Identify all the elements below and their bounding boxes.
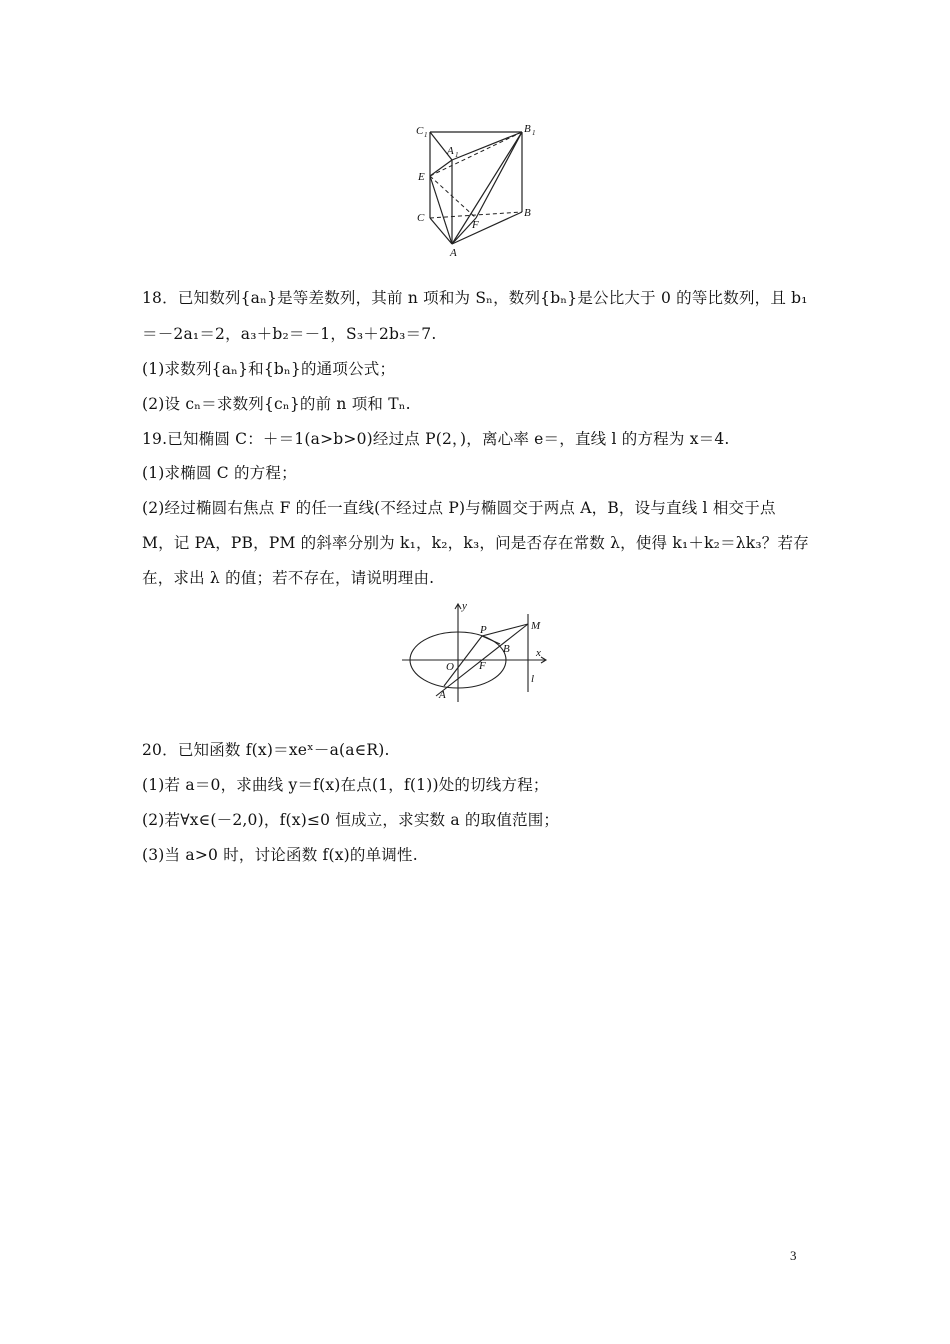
q18-part2: (2)设 cₙ＝求数列{cₙ}的前 n 项和 Tₙ. [142, 395, 411, 413]
ellipse-figure [398, 598, 554, 706]
label-b1-sub: 1 [532, 129, 536, 137]
label-c1-sub: 1 [424, 131, 428, 139]
q20-part3: (3)当 a>0 时，讨论函数 f(x)的单调性. [142, 846, 418, 864]
label-b-ellipse: B [503, 643, 510, 655]
q19-part2-line2: M，记 PA，PB，PM 的斜率分别为 k₁，k₂，k₃，问是否存在常数 λ，使得 k₁＋k₂＝λk₃？若存 [142, 534, 809, 552]
label-x: x [536, 647, 541, 659]
label-c1: C [416, 125, 424, 137]
label-l: l [531, 673, 535, 685]
prism-figure [410, 120, 550, 260]
label-a1: A [447, 145, 454, 157]
q20-part1: (1)若 a＝0，求曲线 y＝f(x)在点(1，f(1))处的切线方程； [142, 776, 549, 794]
label-b1: B [524, 123, 531, 135]
q19-part1: (1)求椭圆 C 的方程； [142, 464, 297, 482]
q19-part2-line1: (2)经过椭圆右焦点 F 的任一直线(不经过点 P)与椭圆交于两点 A，B，设与直线 l 相交于点 [142, 499, 776, 517]
label-o: O [446, 661, 454, 673]
label-a: A [450, 247, 457, 259]
q19-part2-line3: 在，求出 λ 的值；若不存在，请说明理由. [142, 569, 435, 587]
q18-part1: (1)求数列{aₙ}和{bₙ}的通项公式； [142, 360, 396, 378]
q20-line1: 20．已知函数 f(x)＝xeˣ－a(a∈R). [142, 741, 390, 759]
label-c: C [417, 212, 425, 224]
label-e: E [418, 171, 425, 183]
q18-line1: 18．已知数列{aₙ}是等差数列，其前 n 项和为 Sₙ，数列{bₙ}是公比大于 0 的等比数列，且 b₁ [142, 289, 808, 307]
label-a1-sub: 1 [455, 151, 459, 159]
label-f-ellipse: F [479, 660, 486, 672]
label-p: P [480, 624, 487, 636]
label-y: y [462, 600, 467, 612]
label-b: B [524, 207, 531, 219]
page-number: 3 [790, 1248, 797, 1263]
q18-line2: ＝－2a₁＝2，a₃＋b₂＝－1，S₃＋2b₃＝7. [142, 325, 437, 343]
q20-part2: (2)若∀x∈(－2,0)，f(x)≤0 恒成立，求实数 a 的取值范围； [142, 811, 560, 829]
label-a-ellipse: A [439, 689, 446, 701]
q19-line1: 19.已知椭圆 C：＋＝1(a>b>0)经过点 P(2，)，离心率 e＝，直线 l 的方程为 x＝4. [142, 430, 730, 448]
label-f: F [472, 219, 479, 231]
label-m: M [531, 620, 541, 632]
